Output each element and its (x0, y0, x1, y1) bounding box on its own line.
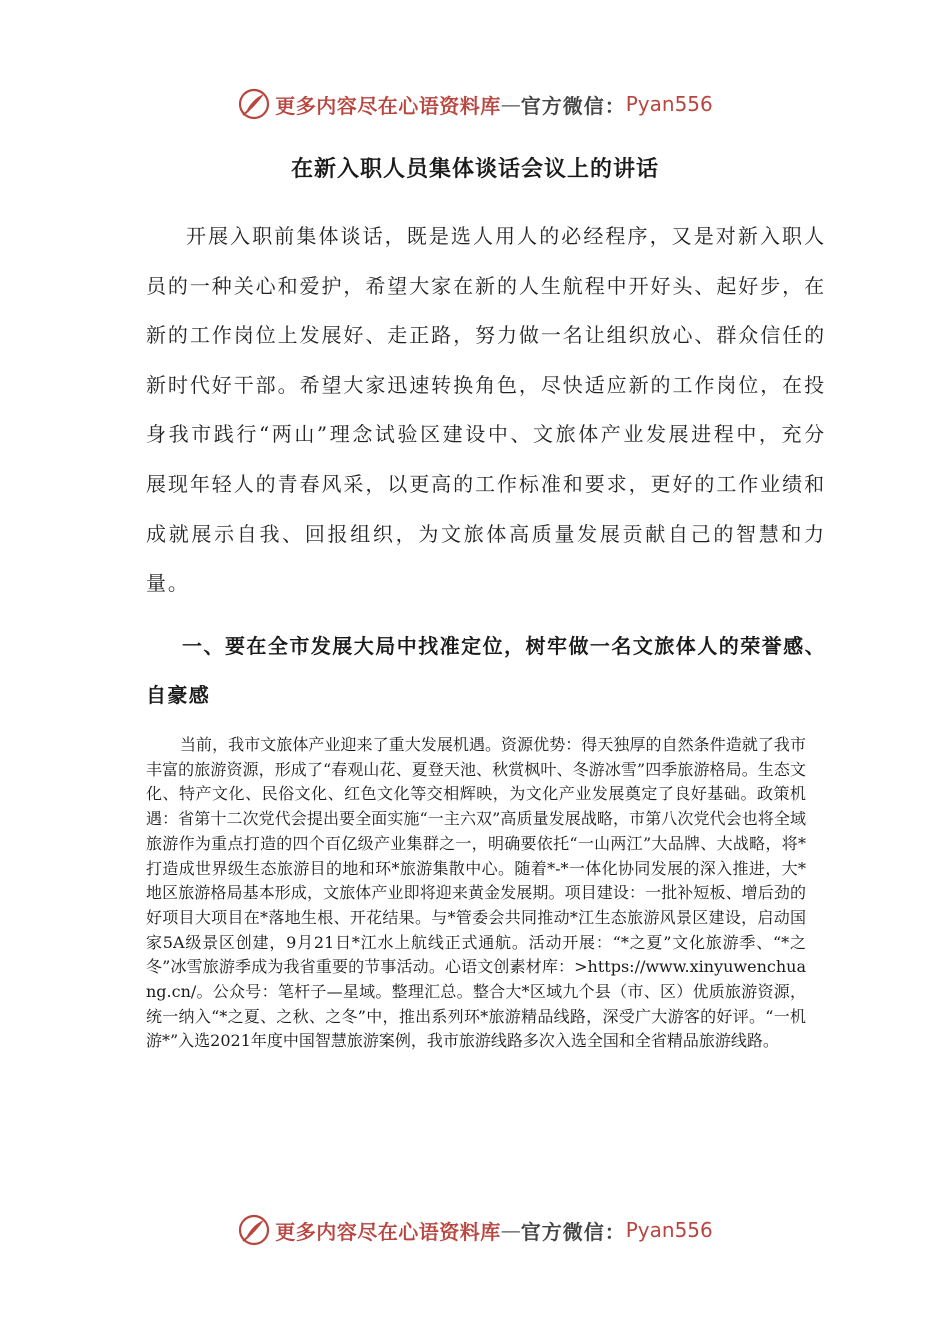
wechat-label: 官方微信： (520, 1219, 626, 1244)
quill-logo-icon (237, 87, 271, 121)
brand-separator: — (500, 92, 521, 116)
header-watermark (0, 84, 950, 124)
brand-text: 更多内容尽在心语资料库 (275, 93, 501, 118)
footer-watermark (0, 1210, 950, 1250)
quill-logo-icon (237, 1213, 271, 1247)
section-1-body: 当前，我市文旅体产业迎来了重大发展机遇。资源优势：得天独厚的自然条件造就了我市丰富的旅游资源，形成了“春观山花、夏登天池、秋赏枫叶、冬游冰雪”四季旅游格局。生态文化、特产文化、民俗文化、红色文化等交相辉映，为文化产业发展奠定了良好基础。政策机遇：省第十二次党代会提出要全面实施“一主六双”高质量发展战略，市第八次党代会也将全域旅游作为重点打造的四个百亿级产业集群之一，明确要依托“一山两江”大品牌、大战略，将*打造成世界级生态旅游目的地和环*旅游集散中心。随着*-*一体化协同发展的深入推进，大*地区旅游格局基本形成，文旅体产业即将迎来黄金发展期。项目建设：一批补短板、增后劲的好项目大项目在*落地生根、开花结果。与*管委会共同推动*江生态旅游风景区建设，启动国家5A级景区创建，9月21日*江水上航线正式通航。活动开展：“*之夏”文化旅游季、“*之冬”冰雪旅游季成为我省重要的节事活动。心语文创素材库：>https://www.xinyuwenchuang.cn/。公众号：笔杆子—星域。整理汇总。整合大*区域九个县（市、区）优质旅游资源，统一纳入“*之夏、之秋、之冬”中，推出系列环*旅游精品线路，深受广大游客的好评。“一机游*”入选2021年度中国智慧旅游案例，我市旅游线路多次入选全国和全省精品旅游线路。 (146, 735, 806, 1051)
section-1-heading: 一、要在全市发展大局中找准定位，树牢做一名文旅体人的荣誉感、自豪感 (146, 634, 826, 707)
wechat-label: 官方微信： (520, 93, 626, 118)
wechat-id: Pyan556 (625, 92, 713, 116)
brand-separator: — (500, 1218, 521, 1242)
intro-paragraph: 开展入职前集体谈话，既是选人用人的必经程序，又是对新入职人员的一种关心和爱护，希望大家在新的人生航程中开好头、起好步，在新的工作岗位上发展好、走正路，努力做一名让组织放心、群众信任的新时代好干部。希望大家迅速转换角色，尽快适应新的工作岗位，在投身我市践行“两山”理念试验区建设中、文旅体产业发展进程中，充分展现年轻人的青春风采，以更高的工作标准和要求，更好的工作业绩和成就展示自我、回报组织，为文旅体高质量发展贡献自己的智慧和力量。 (146, 224, 826, 596)
document-title: 在新入职人员集体谈话会议上的讲话 (290, 156, 659, 182)
wechat-id: Pyan556 (625, 1218, 713, 1242)
brand-text: 更多内容尽在心语资料库 (275, 1219, 501, 1244)
